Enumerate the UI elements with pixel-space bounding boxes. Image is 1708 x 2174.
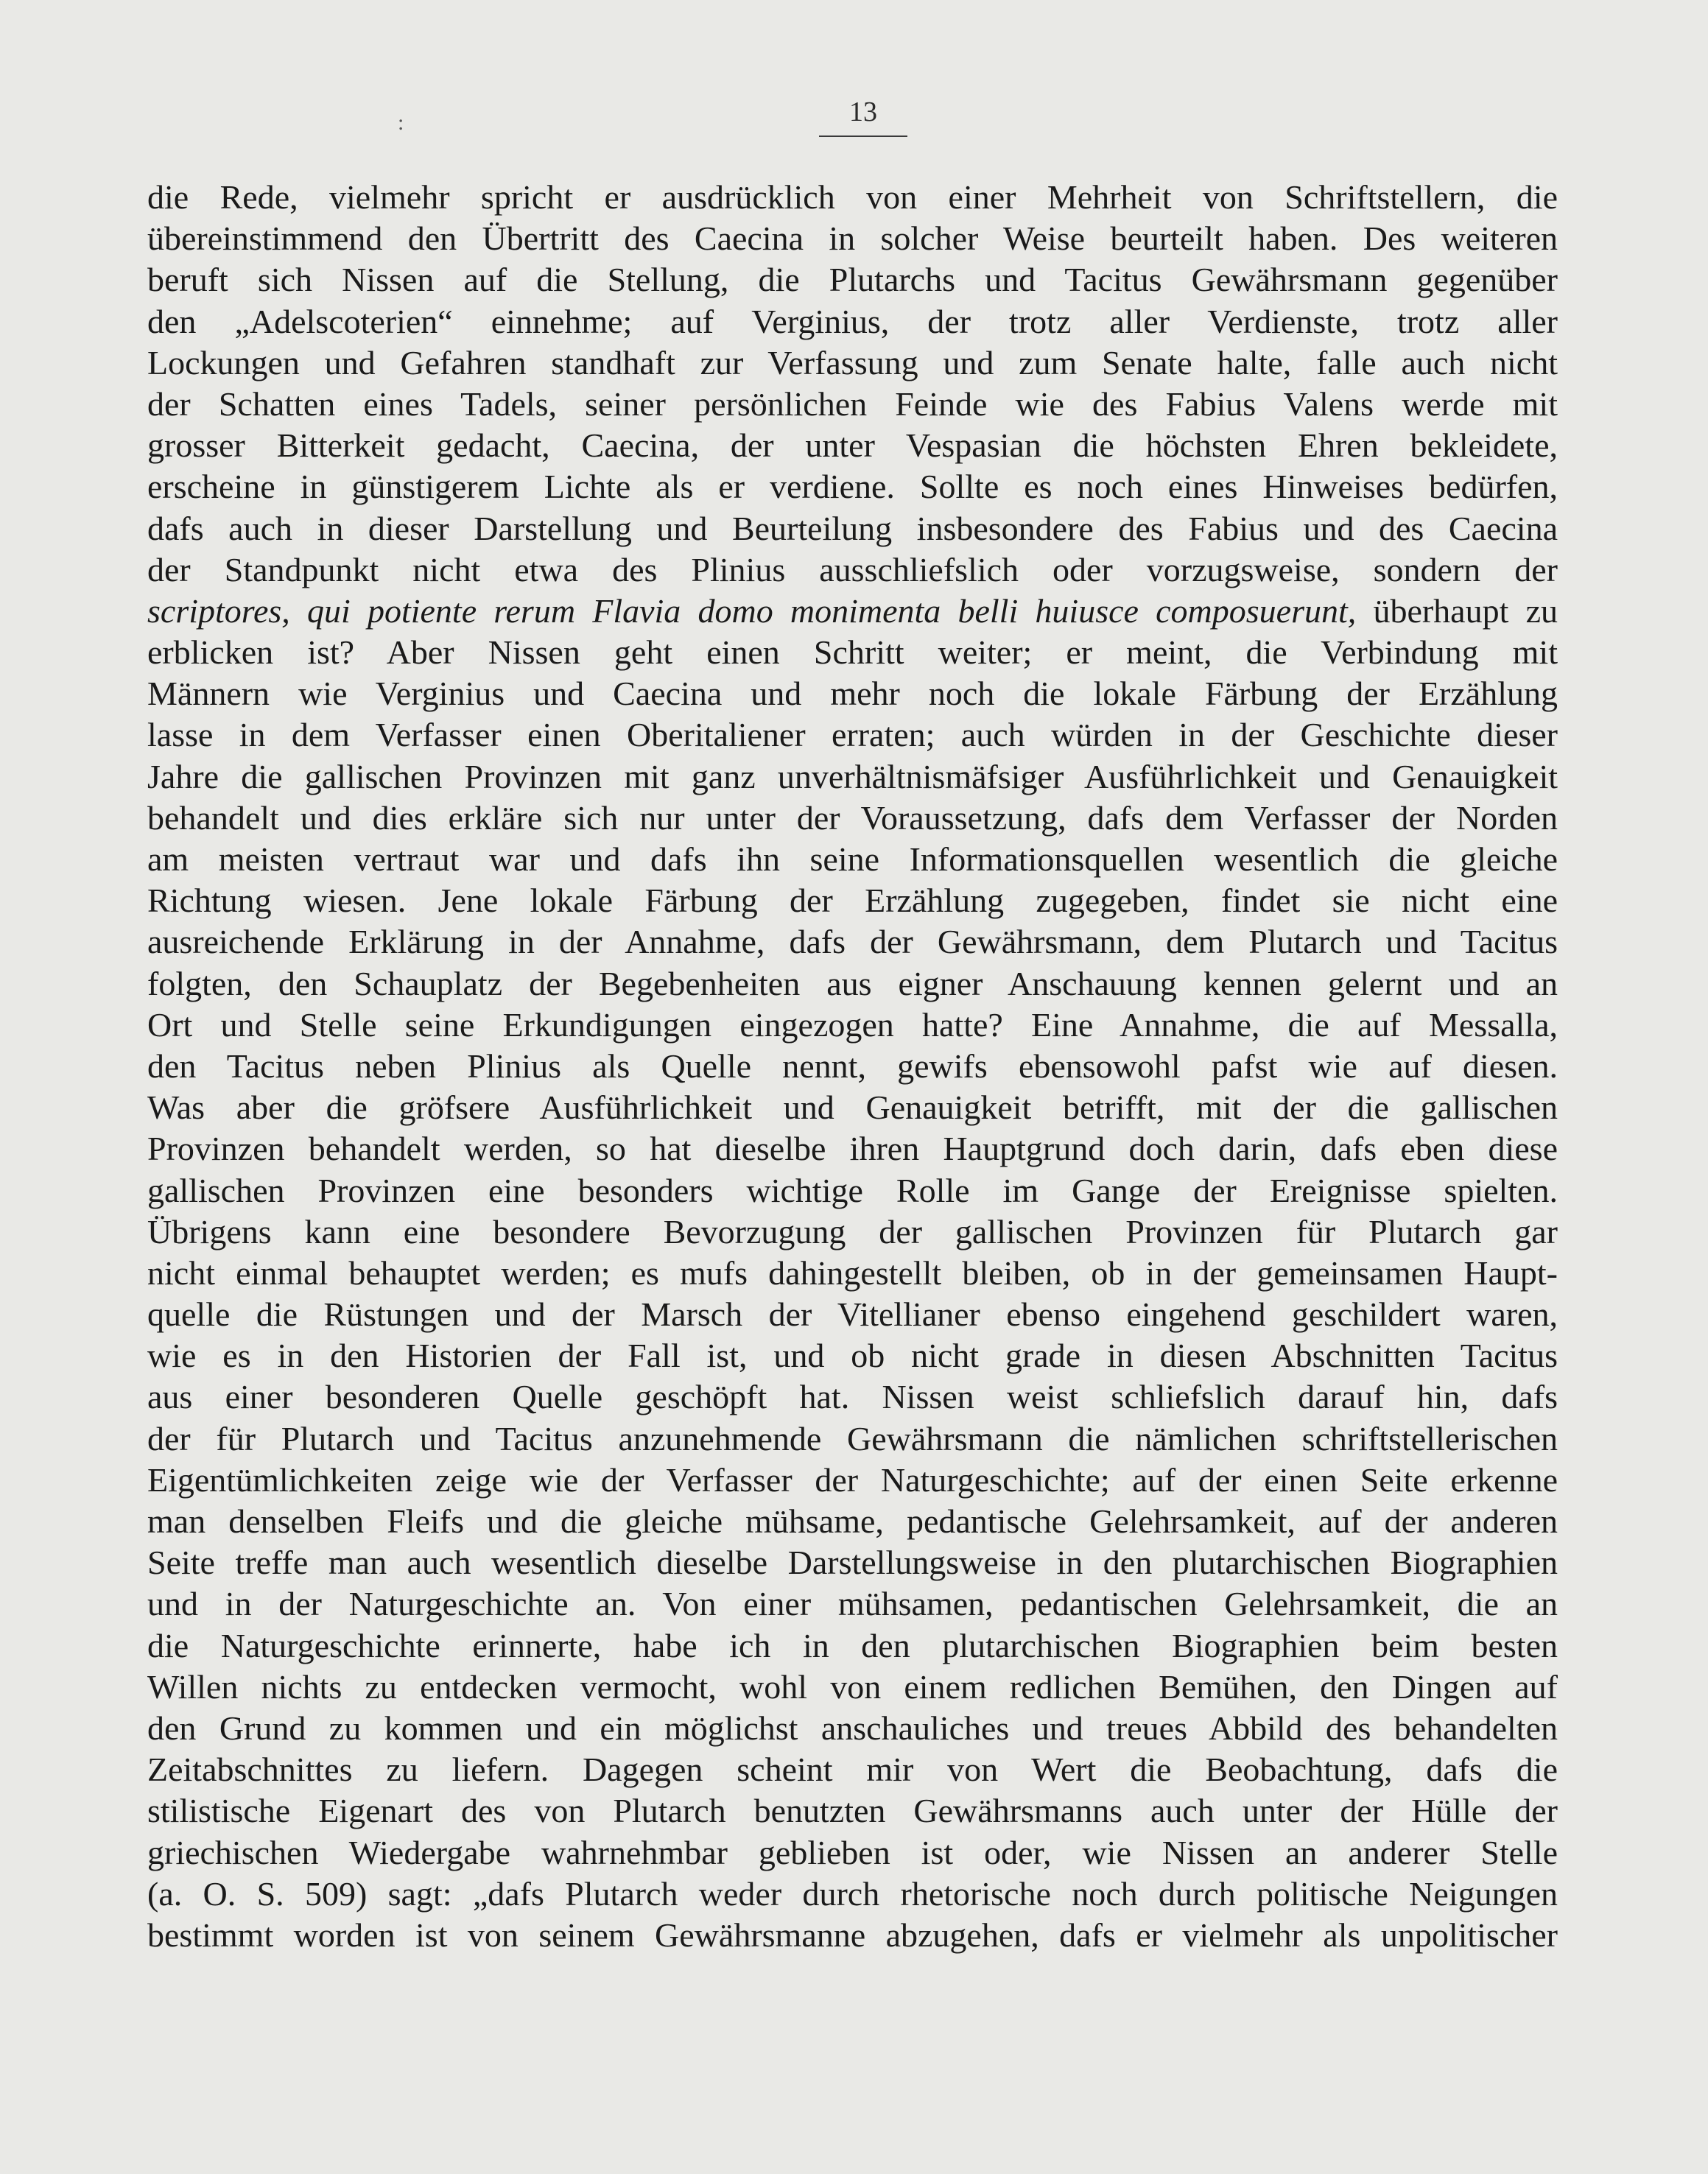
text-line: Provinzen behandelt werden, so hat dieselbe ihren Hauptgrund doch darin, dafs eben diese [147, 1130, 1558, 1168]
text-line: den Tacitus neben Plinius als Quelle nennt, gewifs ebensowohl pafst wie auf diesen. [147, 1046, 1558, 1085]
text-line: griechischen Wiedergabe wahrnehmbar geblieben ist oder, wie Nissen an anderer Stelle [147, 1833, 1558, 1871]
text-line: folgten, den Schauplatz der Begebenheiten aus eigner Anschauung kennen gelernt und an [147, 964, 1558, 1002]
page-number: 13 [819, 96, 907, 137]
text-line: den Grund zu kommen und ein möglichst anschauliches und treues Abbild des behandelten [147, 1709, 1558, 1747]
text-line: beruft sich Nissen auf die Stellung, die Plutarchs und Tacitus Gewährsmann gegenüber [147, 261, 1558, 299]
text-line: aus einer besonderen Quelle geschöpft hat. Nissen weist schliefslich darauf hin, dafs [147, 1378, 1558, 1416]
text-line: Lockungen und Gefahren standhaft zur Verfassung und zum Senate halte, falle auch nicht [147, 343, 1558, 381]
latin-quotation: scriptores, qui potiente rerum Flavia domo monimenta belli huiusce composuerunt, [147, 591, 1357, 630]
body-text [147, 177, 1558, 1956]
text-line: am meisten vertraut war und dafs ihn seine Informationsquellen wesentlich die gleiche [147, 840, 1558, 878]
text-line: übereinstimmend den Übertritt des Caecina in solcher Weise beurteilt haben. Des weiteren [147, 219, 1558, 258]
text-line: und in der Naturgeschichte an. Von einer mühsamen, pedantischen Gelehrsamkeit, die an [147, 1585, 1558, 1623]
text-line: lasse in dem Verfasser einen Oberitaliener erraten; auch würden in der Geschichte dieser [147, 716, 1558, 754]
text-line: scriptores, qui potiente rerum Flavia domo monimenta belli huiusce composuerunt, überhaupt zu [147, 591, 1558, 630]
text-line: die Rede, vielmehr spricht er ausdrücklich von einer Mehrheit von Schriftstellern, die [147, 178, 1558, 216]
text-line: wie es in den Historien der Fall ist, und ob nicht grade in diesen Abschnitten Tacitus [147, 1337, 1558, 1375]
text-line: erscheine in günstigerem Lichte als er verdiene. Sollte es noch eines Hinweises bedürfen, [147, 468, 1558, 506]
text-line: Was aber die gröfsere Ausführlichkeit und Genauigkeit betrifft, mit der die gallischen [147, 1088, 1558, 1127]
text-line: erblicken ist? Aber Nissen geht einen Schritt weiter; er meint, die Verbindung mit [147, 633, 1558, 672]
text-line: der Standpunkt nicht etwa des Plinius ausschliefslich oder vorzugsweise, sondern der [147, 550, 1558, 588]
text-line: stilistische Eigenart des von Plutarch benutzten Gewährsmanns auch unter der Hülle der [147, 1792, 1558, 1830]
text-line: Willen nichts zu entdecken vermocht, wohl von einem redlichen Bemühen, den Dingen auf [147, 1667, 1558, 1706]
text-line: Richtung wiesen. Jene lokale Färbung der Erzählung zugegeben, findet sie nicht eine [147, 882, 1558, 920]
text-line: nicht einmal behauptet werden; es mufs dahingestellt bleiben, ob in der gemeinsamen Haupt- [147, 1253, 1558, 1292]
text-line: Seite treffe man auch wesentlich dieselbe Darstellungsweise in den plutarchischen Biographien [147, 1544, 1558, 1582]
text-line: man denselben Fleifs und die gleiche mühsame, pedantische Gelehrsamkeit, auf der anderen [147, 1502, 1558, 1540]
text-line: die Naturgeschichte erinnerte, habe ich in den plutarchischen Biographien beim besten [147, 1626, 1558, 1664]
text-line: Zeitabschnittes zu liefern. Dagegen scheint mir von Wert die Beobachtung, dafs die [147, 1751, 1558, 1789]
text-line: den „Adelscoterien“ einnehme; auf Verginius, der trotz aller Verdienste, trotz aller [147, 302, 1558, 340]
text-line: der Schatten eines Tadels, seiner persönlichen Feinde wie des Fabius Valens werde mit [147, 384, 1558, 423]
text-line: dafs auch in dieser Darstellung und Beurteilung insbesondere des Fabius und des Caecina [147, 509, 1558, 547]
text-line: ausreichende Erklärung in der Annahme, dafs der Gewährsmann, dem Plutarch und Tacitus [147, 923, 1558, 961]
text-line: quelle die Rüstungen und der Marsch der Vitellianer ebenso eingehend geschildert waren, [147, 1295, 1558, 1334]
text-line: Ort und Stelle seine Erkundigungen eingezogen hatte? Eine Annahme, die auf Messalla, [147, 1005, 1558, 1044]
margin-mark: : [398, 110, 404, 135]
text-line: Männern wie Verginius und Caecina und mehr noch die lokale Färbung der Erzählung [147, 675, 1558, 713]
text-line: der für Plutarch und Tacitus anzunehmende Gewährsmann die nämlichen schriftstellerischen [147, 1419, 1558, 1457]
text-line: Eigentümlichkeiten zeige wie der Verfasser der Naturgeschichte; auf der einen Seite erkenne [147, 1460, 1558, 1499]
text-line: bestimmt worden ist von seinem Gewährsmanne abzugehen, dafs er vielmehr als unpolitischer [147, 1916, 1558, 1954]
text-line: Jahre die gallischen Provinzen mit ganz unverhältnismäfsiger Ausführlichkeit und Genauigkeit [147, 757, 1558, 795]
text-line: behandelt und dies erkläre sich nur unter der Voraussetzung, dafs dem Verfasser der Norden [147, 798, 1558, 837]
text-line: grosser Bitterkeit gedacht, Caecina, der unter Vespasian die höchsten Ehren bekleidete, [147, 426, 1558, 465]
text-line: Übrigens kann eine besondere Bevorzugung der gallischen Provinzen für Plutarch gar [147, 1212, 1558, 1250]
text-line: gallischen Provinzen eine besonders wichtige Rolle im Gange der Ereignisse spielten. [147, 1171, 1558, 1209]
text-line: (a. O. S. 509) sagt: „dafs Plutarch weder durch rhetorische noch durch politische Neigungen [147, 1874, 1558, 1913]
